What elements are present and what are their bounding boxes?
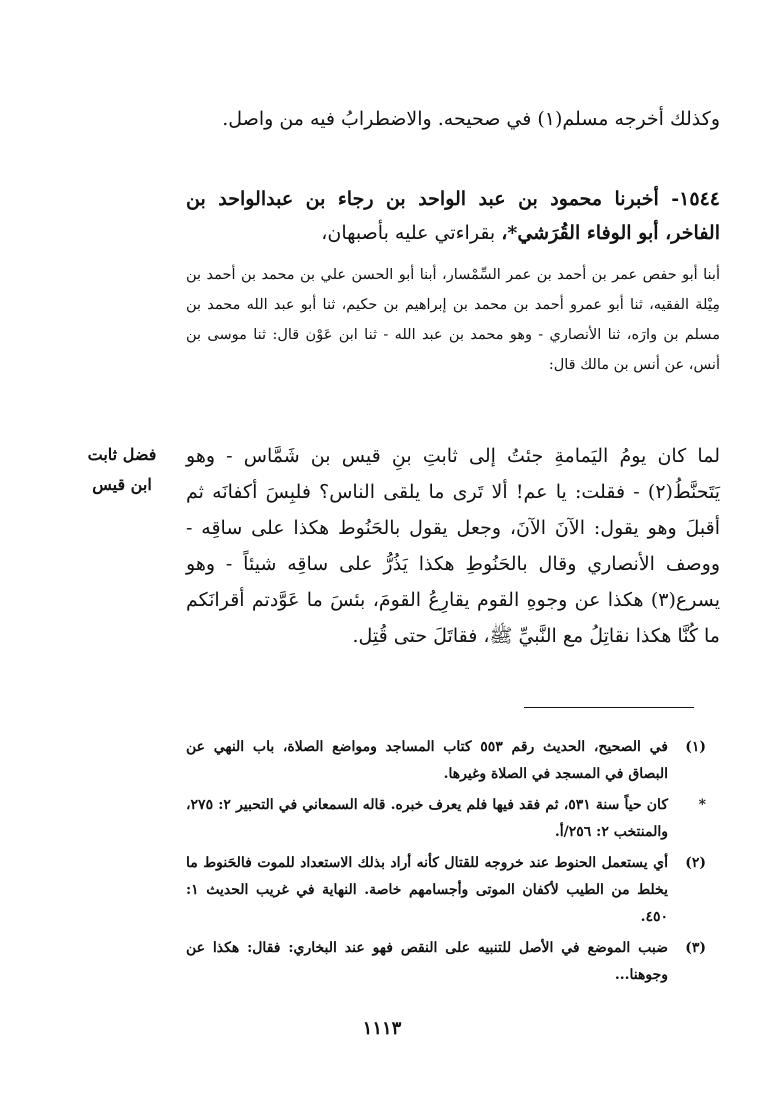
isnad-heading	[186, 182, 720, 250]
isnad-chain	[186, 260, 720, 380]
footnote-divider	[524, 707, 694, 708]
footnote-item	[186, 792, 706, 846]
margin-note	[74, 440, 170, 500]
footnote-item	[186, 935, 706, 989]
footnote-marker: *	[698, 797, 706, 813]
footnote-marker: (١)	[685, 739, 706, 755]
footnote-item	[186, 850, 706, 931]
margin-note-line-2: ابن قيس	[92, 475, 152, 494]
heading-tail: بقراءتي عليه بأصبهان،	[321, 222, 502, 244]
hadith-text: لما كان يومُ اليَمامةِ جئتُ إلى ثابتِ بنِ قيس بن شَمَّاس - وهو يَتَحنَّطُ(٢) - فقلت: يا عم! ألا تَرى ما يلقى الناس؟ فلبِسَ أكفانَه ثم أقبلَ وهو يقول: الآنَ الآنَ، وجعل يقول بالحَنُوط هكذا على ساقِه - ووصف الأنصاري وقال بالحَنُوطِ هكذا يَذُرُّ على ساقِه شيئاً - وهو يسرع(٣) هكذا عن وجوهِ القوم يقارِعُ القومَ، بئسَ ما عَوَّدتم أقرانَكم ما كُنَّا هكذا نقاتِلُ مع النَّبيِّ ﷺ، فقاتَلَ حتى قُتِل.	[186, 445, 720, 647]
margin-note-line-1: فضل ثابت	[87, 445, 157, 464]
footnote-item	[186, 734, 706, 788]
footnote-text: ضبب الموضع في الأصل للتنبيه على النقص فهو عند البخاري: فقال: هكذا عن وجوهنا...	[186, 940, 668, 983]
intro-paragraph	[186, 102, 720, 136]
page-number: ١١١٣	[362, 1018, 402, 1039]
isnad-text: أبنا أبو حفص عمر بن أحمد بن عمر السِّمْسار، أبنا أبو الحسن علي بن محمد بن أحمد بن مِيْلة الفقيه، ثنا أبو عمرو أحمد بن محمد بن إبراهيم بن حكيم، ثنا أبو عبد الله محمد بن مسلم بن وارَه، ثنا الأنصاري - وهو محمد بن عبد الله - ثنا ابن عَوْن قال: ثنا موسى بن أنس، عن أنس بن مالك قال:	[186, 267, 720, 373]
footnote-text: في الصحيح، الحديث رقم ٥٥٣ كتاب المساجد ومواضع الصلاة، باب النهي عن البصاق في المسجد في الصلاة وغيرها.	[186, 739, 668, 782]
footnotes	[186, 734, 706, 993]
footnote-text: أي يستعمل الحنوط عند خروجه للقتال كأنه أراد بذلك الاستعداد للموت فالحَنوط ما يخلط من الطيب لأكفان الموتى وأجسامهم خاصة. النهاية في غريب الحديث ١: ٤٥٠.	[186, 855, 668, 925]
footnote-marker: (٢)	[685, 855, 706, 871]
footnote-marker: (٣)	[685, 940, 706, 956]
hadith-matn	[186, 438, 720, 654]
hadith-number-heading: ١٥٤٤- أخبرنا محمود بن عبد الواحد بن رجاء بن عبدالواحد بن الفاخر، أبو الوفاء القُرَشي*،	[186, 188, 720, 244]
footnote-text: كان حياً سنة ٥٣١، ثم فقد فيها فلم يعرف خبره. قاله السمعاني في التحبير ٢: ٢٧٥، والمنتخب ٢: ٢٥٦/أ.	[186, 797, 668, 840]
intro-text: وكذلك أخرجه مسلم(١) في صحيحه. والاضطرابُ فيه من واصل.	[222, 108, 720, 130]
